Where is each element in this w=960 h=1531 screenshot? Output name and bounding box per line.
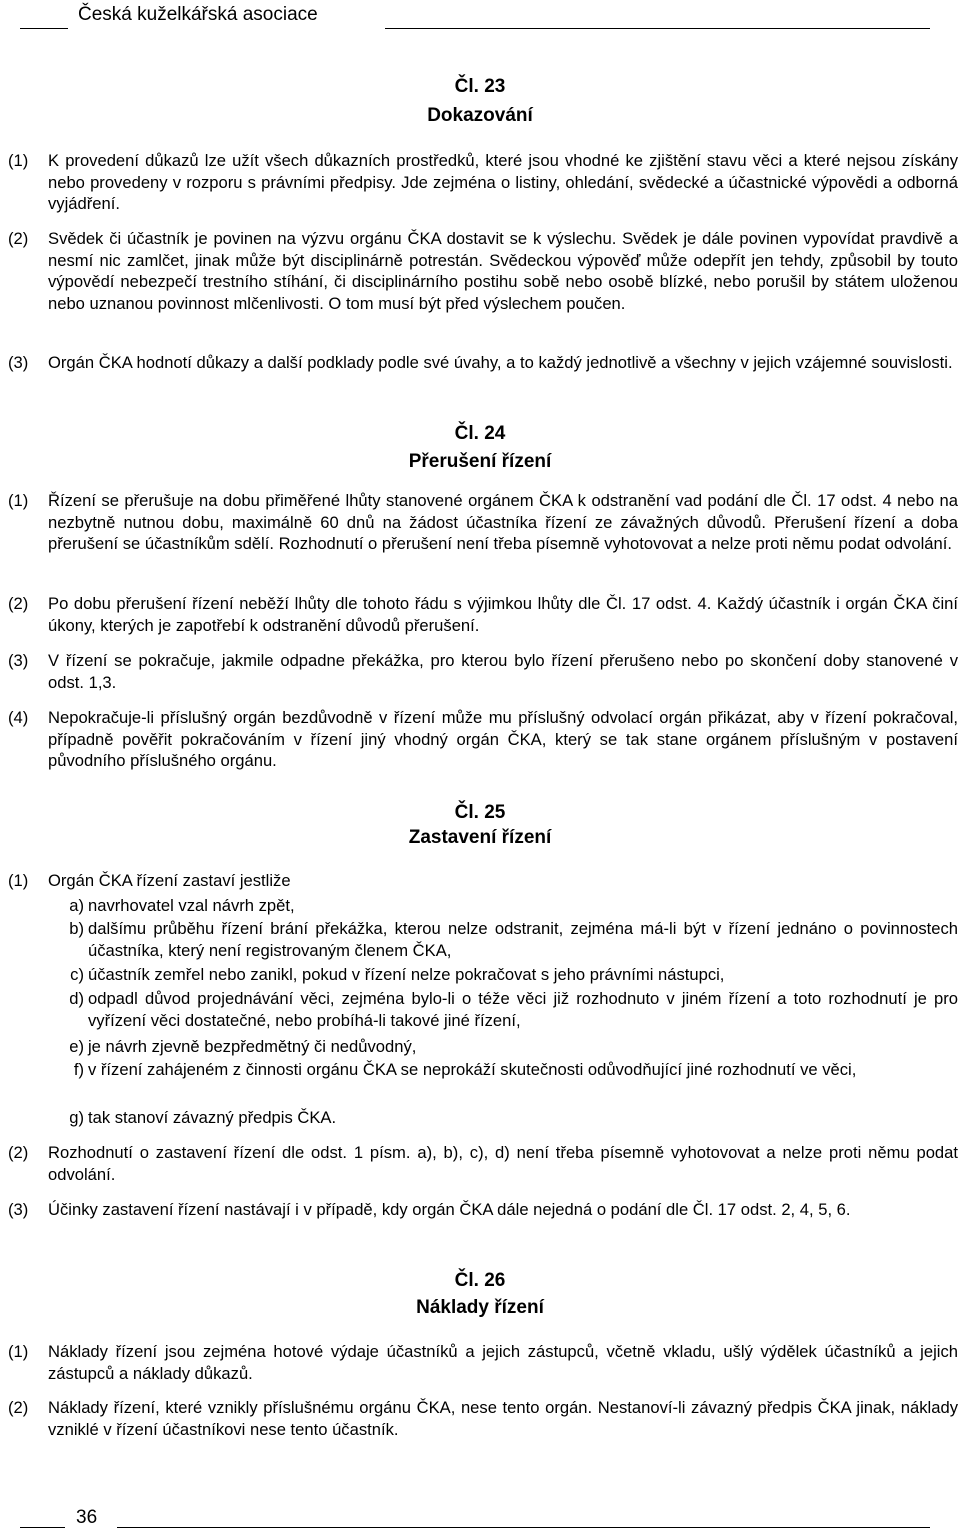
- paragraph-number: (1): [8, 491, 29, 510]
- article-title: Náklady řízení: [416, 1297, 544, 1318]
- list-item-text: dalšímu průběhu řízení brání překážka, kterou nelze odstranit, zejména má-li být v řízení jednáno o povinnostech účastníka, který není registrovaným členem ČKA,: [88, 919, 958, 960]
- paragraph: [8, 1397, 958, 1440]
- paragraph-number: (1): [8, 151, 29, 170]
- paragraph: [8, 870, 958, 892]
- paragraph-text: Náklady řízení jsou zejména hotové výdaje účastníků a jejich zástupců, včetně vkladu, ušlý výdělek účastníků a jejich zástupců a náklady důkazů.: [48, 1342, 958, 1383]
- list-item-letter: b): [69, 919, 84, 938]
- paragraph-text: Rozhodnutí o zastavení řízení dle odst. 1 písm. a), b), c), d) není třeba písemně vyhotovovat a nelze proti němu podat odvolání.: [48, 1143, 958, 1184]
- list-item: [48, 988, 958, 1032]
- paragraph: [8, 1341, 958, 1384]
- paragraph: [8, 593, 958, 636]
- paragraph-number: (3): [8, 353, 29, 372]
- paragraph: [8, 352, 958, 374]
- list-item-text: je návrh zjevně bezpředmětný či nedůvodný,: [88, 1037, 417, 1056]
- list-item-text: účastník zemřel nebo zanikl, pokud v řízení nelze pokračovat s jeho právními nástupci,: [88, 965, 725, 984]
- paragraph: [8, 228, 958, 314]
- paragraph-text: K provedení důkazů lze užít všech důkazních prostředků, které jsou vhodné ke zjištění stavu věci a které nejsou získány nebo provedeny v rozporu s právními předpisy. Jde zejména o listiny, ohledání, svědecké a účastnické výpovědi a odborná vyjádření.: [48, 151, 958, 213]
- page-footer: [0, 1504, 960, 1531]
- article-title: Přerušení řízení: [408, 451, 552, 472]
- page-number: 36: [76, 1507, 98, 1528]
- list-item: [48, 1059, 958, 1081]
- list-item-text: tak stanoví závazný předpis ČKA.: [88, 1108, 337, 1127]
- paragraph: [8, 1199, 958, 1221]
- page-header: [0, 0, 960, 34]
- footer-rule-right: [117, 1527, 930, 1528]
- list-item-letter: d): [69, 989, 84, 1008]
- paragraph-number: (1): [8, 1342, 29, 1361]
- article-number: Čl. 23: [454, 76, 506, 97]
- article-title: Zastavení řízení: [408, 827, 552, 848]
- list-item-letter: e): [69, 1037, 84, 1056]
- paragraph-number: (2): [8, 1398, 29, 1417]
- article-number: Čl. 26: [454, 1270, 506, 1291]
- paragraph-number: (2): [8, 1143, 29, 1162]
- paragraph-text: Po dobu přerušení řízení neběží lhůty dle tohoto řádu s výjimkou lhůty dle Čl. 17 odst. 4. Každý účastník i orgán ČKA činí úkony, kterých je zapotřebí k odstranění důvodů přerušení.: [48, 594, 958, 635]
- paragraph-number: (4): [8, 708, 29, 727]
- article-number: Čl. 24: [454, 423, 506, 444]
- list-item: [48, 1036, 958, 1058]
- paragraph-number: (2): [8, 229, 29, 248]
- paragraph-text: Nepokračuje-li příslušný orgán bezdůvodně v řízení může mu příslušný odvolací orgán přikázat, aby v řízení pokračoval, případně pověřit pokračováním v řízení jiný vhodný orgán ČKA, který se tak stane orgánem příslušným v postavení původního příslušného orgánu.: [48, 708, 958, 770]
- article-title: Dokazování: [427, 105, 533, 126]
- paragraph-text: V řízení se pokračuje, jakmile odpadne překážka, pro kterou bylo řízení přerušeno nebo po skončení doby stanovené v odst. 1,3.: [48, 651, 958, 692]
- list-item-letter: g): [69, 1108, 84, 1127]
- paragraph-text: Orgán ČKA hodnotí důkazy a další podklady podle své úvahy, a to každý jednotlivě a všechny v jejich vzájemné souvislosti.: [48, 353, 953, 372]
- list-item-letter: f): [73, 1060, 84, 1079]
- paragraph-text: Náklady řízení, které vznikly příslušnému orgánu ČKA, nese tento orgán. Nestanoví-li závazný předpis ČKA jinak, náklady vzniklé v řízení účastníkovi nese tento účastník.: [48, 1398, 958, 1439]
- paragraph-text: Účinky zastavení řízení nastávají i v případě, kdy orgán ČKA dále nejedná o podání dle Čl. 17 odst. 2, 4, 5, 6.: [48, 1200, 851, 1219]
- list-item-text: v řízení zahájeném z činnosti orgánu ČKA se neprokáží skutečnosti odůvodňující jiné rozhodnutí ve věci,: [88, 1060, 857, 1079]
- list-item: [48, 964, 958, 986]
- list-item-text: odpadl důvod projednávání věci, zejména bylo-li o téže věci již rozhodnuto v jiném řízení a toto rozhodnutí je pro vyřízení věci dostatečné, nebo probíhá-li takové jiné řízení,: [88, 989, 958, 1030]
- header-rule-left: [20, 28, 68, 29]
- paragraph: [8, 1142, 958, 1185]
- paragraph-text: Řízení se přerušuje na dobu přiměřené lhůty stanovené orgánem ČKA k odstranění vad podání dle Čl. 17 odst. 4 nebo na nezbytně nutnou dobu, maximálně 60 dnů na žádost účastníka řízení ze závažných důvodů. Přerušení řízení a doba přerušení se účastníkům sdělí. Rozhodnutí o přerušení není třeba písemně vyhotovovat a nelze proti němu podat odvolání.: [48, 491, 958, 553]
- list-item-text: navrhovatel vzal návrh zpět,: [88, 896, 295, 915]
- list-item: [48, 1107, 958, 1129]
- paragraph-text: Svědek či účastník je povinen na výzvu orgánu ČKA dostavit se k výslechu. Svědek je dále povinen vypovídat pravdivě a nesmí nic zamlčet, jinak může být disciplinárně potrestán. Svědeckou výpověď může odepřít jen tehdy, způsobil by touto výpovědí nebezpečí trestního stíhání, či disciplinárního postihu sobě nebo osobě blízké, nebo porušil by státem uloženou nebo uznanou povinnost mlčenlivosti. O tom musí být před výslechem poučen.: [48, 229, 958, 313]
- list-item: [48, 918, 958, 962]
- list-item-letter: c): [70, 965, 84, 984]
- paragraph-number: (1): [8, 871, 29, 890]
- list-item: [48, 895, 958, 917]
- paragraph-number: (2): [8, 594, 29, 613]
- paragraph: [8, 707, 958, 772]
- paragraph-number: (3): [8, 651, 29, 670]
- list-item-letter: a): [69, 896, 84, 915]
- paragraph: [8, 490, 958, 555]
- article-number: Čl. 25: [454, 802, 506, 823]
- header-rule-right: [385, 28, 930, 29]
- paragraph-text: Orgán ČKA řízení zastaví jestliže: [48, 871, 291, 890]
- header-title: Česká kuželkářská asociace: [78, 4, 318, 25]
- paragraph-number: (3): [8, 1200, 29, 1219]
- paragraph: [8, 650, 958, 693]
- paragraph: [8, 150, 958, 215]
- footer-rule-left: [20, 1527, 65, 1528]
